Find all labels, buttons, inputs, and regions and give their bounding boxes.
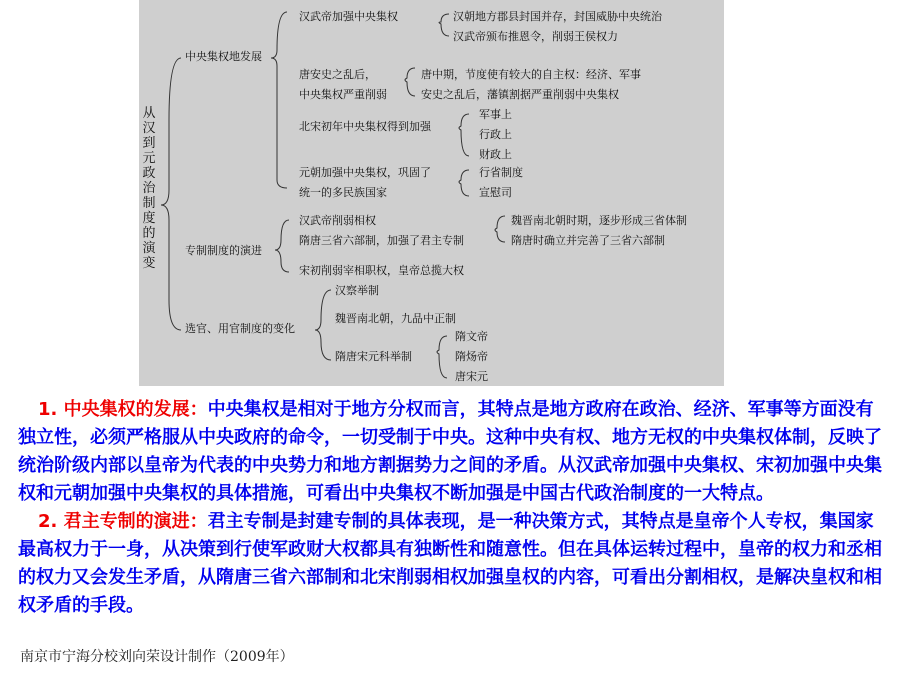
branch1-item-1-detail-1: 汉朝地方郡县封国并存，封国威胁中央统治 [453, 10, 662, 23]
branch2-item-2: 隋唐三省六部制，加强了君主专制 [299, 234, 464, 247]
branch2-label: 专制制度的演进 [185, 244, 262, 257]
paragraph-2-heading: 2. 君主专制的演进： [38, 511, 208, 532]
branch2-item-2-detail-2: 隋唐时确立并完善了三省六部制 [511, 234, 665, 247]
main-brace [161, 58, 181, 330]
credit-line: 南京市宁海分校刘向荣设计制作（2009年） [20, 649, 294, 665]
branch1-item-2-line1: 唐安史之乱后， [299, 68, 376, 81]
branch2-brace [275, 220, 289, 272]
leaf-brace-1 [439, 14, 449, 36]
branch3-item-3-detail-1: 隋文帝 [455, 330, 488, 343]
leaf-brace-2 [405, 68, 415, 96]
branch1-item-2-line2: 中央集权严重削弱 [299, 88, 387, 101]
branch3-label: 选官、用官制度的变化 [185, 322, 295, 335]
branch1-brace [271, 12, 287, 188]
branch3-item-1: 汉察举制 [335, 284, 379, 297]
branch2-item-3: 宋初削弱宰相职权，皇帝总揽大权 [299, 264, 464, 277]
branch1-item-4-line2: 统一的多民族国家 [299, 186, 387, 199]
leaf-brace-4 [459, 170, 469, 196]
paragraph-2 [18, 508, 888, 620]
branch3-item-3-detail-2: 隋炀帝 [455, 350, 488, 363]
paragraph-1 [18, 396, 888, 508]
explanation-text [18, 396, 888, 620]
concept-diagram [139, 0, 724, 386]
branch1-item-4-line1: 元朝加强中央集权，巩固了 [299, 166, 431, 179]
branch1-item-1-detail-2: 汉武帝颁布推恩令，削弱王侯权力 [453, 30, 618, 43]
branch1-item-4-detail-1: 行省制度 [479, 166, 523, 179]
leaf-brace-5 [495, 216, 505, 242]
branch1-item-3-detail-2: 行政上 [479, 128, 512, 141]
branch1-item-3-detail-1: 军事上 [479, 108, 512, 121]
branch1-item-3-detail-3: 财政上 [479, 148, 512, 161]
paragraph-2-body: 君主专制是封建专制的具体表现，是一种决策方式，其特点是皇帝个人专权，集国家最高权力于一身，从决策到行使军政财大权都具有独断性和随意性。但在具体运转过程中，皇帝的权力和丞相的权力又会发生矛盾，从隋唐三省六部制和北宋削弱相权加强皇权的内容，可看出分割相权，是解决皇权和相权矛盾的手段。 [18, 511, 882, 616]
branch3-brace [315, 290, 331, 360]
branch1-item-2-detail-2: 安史之乱后，藩镇割据严重削弱中央集权 [421, 88, 619, 101]
branch2-item-2-detail-1: 魏晋南北朝时期，逐步形成三省体制 [511, 214, 687, 227]
paragraph-1-heading: 1. 中央集权的发展： [38, 399, 208, 420]
branch3-item-3: 隋唐宋元科举制 [335, 350, 412, 363]
branch1-item-1: 汉武帝加强中央集权 [299, 10, 398, 23]
branch3-item-3-detail-3: 唐宋元 [455, 370, 488, 383]
diagram-title: 从汉到元政治制度的演变 [142, 106, 156, 271]
leaf-brace-3 [459, 114, 469, 156]
leaf-brace-6 [437, 336, 447, 378]
branch1-label: 中央集权地发展 [185, 50, 262, 63]
branch3-item-2: 魏晋南北朝，九品中正制 [335, 312, 456, 325]
paragraph-1-body: 中央集权是相对于地方分权而言，其特点是地方政府在政治、经济、军事等方面没有独立性，必须严格服从中央政府的命令，一切受制于中央。这种中央有权、地方无权的中央集权体制，反映了统治阶级内部以皇帝为代表的中央势力和地方割据势力之间的矛盾。从汉武帝加强中央集权、宋初加强中央集权和元朝加强中央集权的具体措施，可看出中央集权不断加强是中国古代政治制度的一大特点。 [18, 399, 882, 504]
branch1-item-3: 北宋初年中央集权得到加强 [299, 120, 431, 133]
branch1-item-2-detail-1: 唐中期，节度使有较大的自主权：经济、军事 [421, 68, 641, 81]
branch2-item-1: 汉武帝削弱相权 [299, 214, 376, 227]
branch1-item-4-detail-2: 宣慰司 [479, 186, 512, 199]
